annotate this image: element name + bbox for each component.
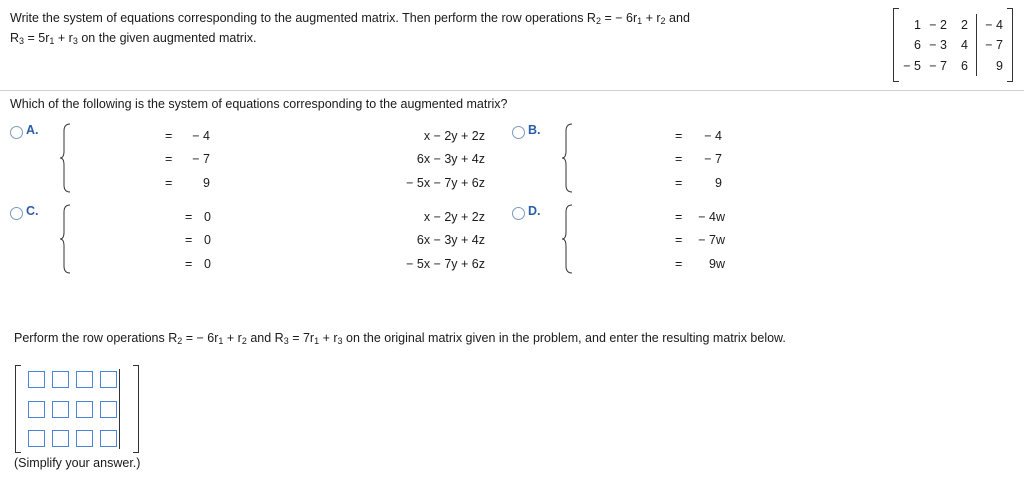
option-b-radio[interactable] — [512, 126, 525, 139]
option-a-radio[interactable] — [10, 126, 23, 139]
perform-instruction: Perform the row operations $R_2$ = − $6r_1 + r_2$ and $R_3 = 7r_1 + r_3$ on the original matrix given in the problem, and enter the resulting matrix below. — [14, 331, 786, 346]
answer-cell-input[interactable] — [76, 430, 93, 447]
matrix-row — [893, 15, 1013, 35]
option-b-brace — [562, 123, 574, 193]
matrix-cell: 4 — [961, 38, 968, 52]
answer-cell-input[interactable] — [28, 430, 45, 447]
matrix-cell: − 4 — [985, 18, 1003, 32]
answer-cell-input[interactable] — [52, 430, 69, 447]
answer-right-bracket — [133, 365, 139, 453]
answer-left-bracket — [15, 365, 21, 453]
matrix-cell: 6 — [914, 38, 921, 52]
option-a-label[interactable]: A. — [26, 123, 39, 137]
matrix-cell: − 2 — [929, 18, 947, 32]
prompt-line-1: Write the system of equations corresponding to the augmented matrix. Then perform the row operations $R_2$ = − $6r_1 + r_2$ and — [10, 11, 690, 26]
matrix-row — [893, 56, 1013, 76]
matrix-cell: 6 — [961, 59, 968, 73]
answer-cell-input[interactable] — [76, 371, 93, 388]
answer-cell-input[interactable] — [100, 371, 117, 388]
section-divider — [0, 90, 1024, 91]
matrix-cell: − 5 — [903, 59, 921, 73]
matrix-row — [893, 35, 1013, 55]
matrix-cell: 1 — [914, 18, 921, 32]
option-d-brace — [562, 204, 574, 274]
problem-prompt — [10, 8, 770, 48]
answer-cell-input[interactable] — [28, 401, 45, 418]
prompt-line-2: $R_3 = 5r_1 + r_3$ on the given augmented matrix. — [10, 31, 257, 46]
answer-matrix — [15, 365, 139, 453]
matrix-cell: − 7 — [929, 59, 947, 73]
simplify-hint: (Simplify your answer.) — [14, 456, 141, 470]
option-c-radio[interactable] — [10, 207, 23, 220]
option-b-label[interactable]: B. — [528, 123, 541, 137]
answer-cell-input[interactable] — [100, 401, 117, 418]
option-a-brace — [60, 123, 72, 193]
matrix-cell: − 7 — [985, 38, 1003, 52]
matrix-cell: 9 — [996, 59, 1003, 73]
answer-cell-input[interactable] — [52, 371, 69, 388]
answer-cell-input[interactable] — [76, 401, 93, 418]
matrix-cell: − 3 — [929, 38, 947, 52]
option-c-brace — [60, 204, 72, 274]
answer-cell-input[interactable] — [100, 430, 117, 447]
answer-cell-input[interactable] — [28, 371, 45, 388]
option-c-label[interactable]: C. — [26, 204, 39, 218]
option-d-radio[interactable] — [512, 207, 525, 220]
answer-augment-bar — [119, 369, 120, 449]
option-d-label[interactable]: D. — [528, 204, 541, 218]
augmented-matrix — [893, 8, 1013, 82]
question-text: Which of the following is the system of equations corresponding to the augmented matrix? — [10, 97, 508, 111]
matrix-cell: 2 — [961, 18, 968, 32]
answer-cell-input[interactable] — [52, 401, 69, 418]
